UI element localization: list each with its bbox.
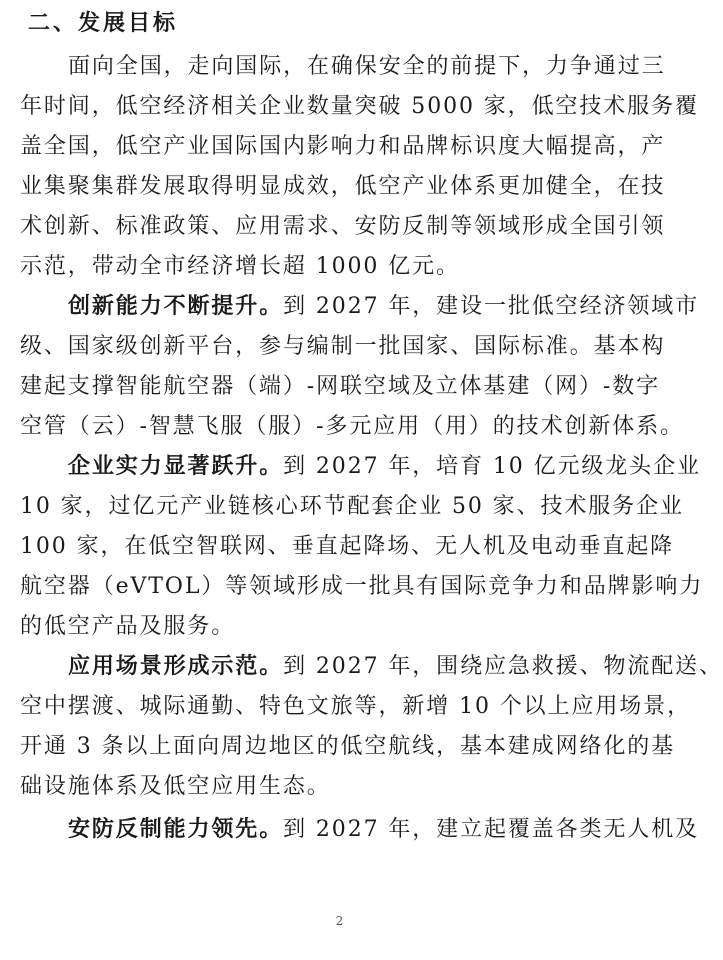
paragraph-3-line-2: 10 家，过亿元产业链核心环节配套企业 50 家、技术服务企业 [20, 494, 684, 519]
paragraph-3-line-1 [68, 447, 701, 487]
page-number: 2 [335, 914, 344, 928]
paragraph-4-line-2: 空中摆渡、城际通勤、特色文旅等，新增 10 个以上应用场景， [20, 694, 691, 719]
paragraph-4-line-1 [68, 647, 723, 687]
paragraph-1-line-6: 示范，带动全市经济增长超 1000 亿元。 [20, 254, 460, 279]
section-heading: 二、发展目标 [28, 11, 179, 36]
paragraph-5-lead: 安防反制能力领先。 [68, 817, 284, 842]
paragraph-5-line-1 [68, 810, 700, 850]
paragraph-3-line-1-text: 到 2027 年，培育 10 亿元级龙头企业 [283, 454, 701, 479]
paragraph-3-line-4: 航空器（eVTOL）等领域形成一批具有国际竞争力和品牌影响力 [20, 574, 704, 599]
paragraph-2-line-1 [68, 287, 700, 327]
paragraph-3-lead: 企业实力显著跃升。 [68, 454, 284, 479]
paragraph-1-line-1: 面向全国，走向国际，在确保安全的前提下，力争通过三 [68, 54, 666, 79]
paragraph-3-line-3: 100 家，在低空智联网、垂直起降场、无人机及电动垂直起降 [20, 534, 675, 559]
paragraph-4-line-4: 础设施体系及低空应用生态。 [20, 774, 331, 799]
paragraph-1-line-3: 盖全国，低空产业国际国内影响力和品牌标识度大幅提高，产 [20, 134, 666, 159]
paragraph-2-line-3: 建起支撑智能航空器（端）-网联空域及立体基建（网）-数字 [20, 374, 661, 399]
paragraph-5-line-1-text: 到 2027 年，建立起覆盖各类无人机及 [283, 817, 700, 842]
paragraph-1-line-2: 年时间，低空经济相关企业数量突破 5000 家，低空技术服务覆 [20, 94, 699, 119]
paragraph-3-line-5: 的低空产品及服务。 [20, 614, 236, 639]
paragraph-2-line-1-text: 到 2027 年，建设一批低空经济领域市 [283, 294, 700, 319]
paragraph-1-line-5: 术创新、标准政策、应用需求、安防反制等领域形成全国引领 [20, 214, 666, 239]
paragraph-4-lead: 应用场景形成示范。 [68, 654, 284, 679]
paragraph-4-line-1-text: 到 2027 年，围绕应急救援、物流配送、 [283, 654, 723, 679]
paragraph-2-lead: 创新能力不断提升。 [68, 294, 284, 319]
paragraph-1-line-4: 业集聚集群发展取得明显成效，低空产业体系更加健全，在技 [20, 174, 666, 199]
paragraph-2-line-2: 级、国家级创新平台，参与编制一批国家、国际标准。基本构 [20, 334, 666, 359]
paragraph-4-line-3: 开通 3 条以上面向周边地区的低空航线，基本建成网络化的基 [20, 734, 676, 759]
paragraph-2-line-4: 空管（云）-智慧飞服（服）-多元应用（用）的技术创新体系。 [20, 414, 684, 439]
